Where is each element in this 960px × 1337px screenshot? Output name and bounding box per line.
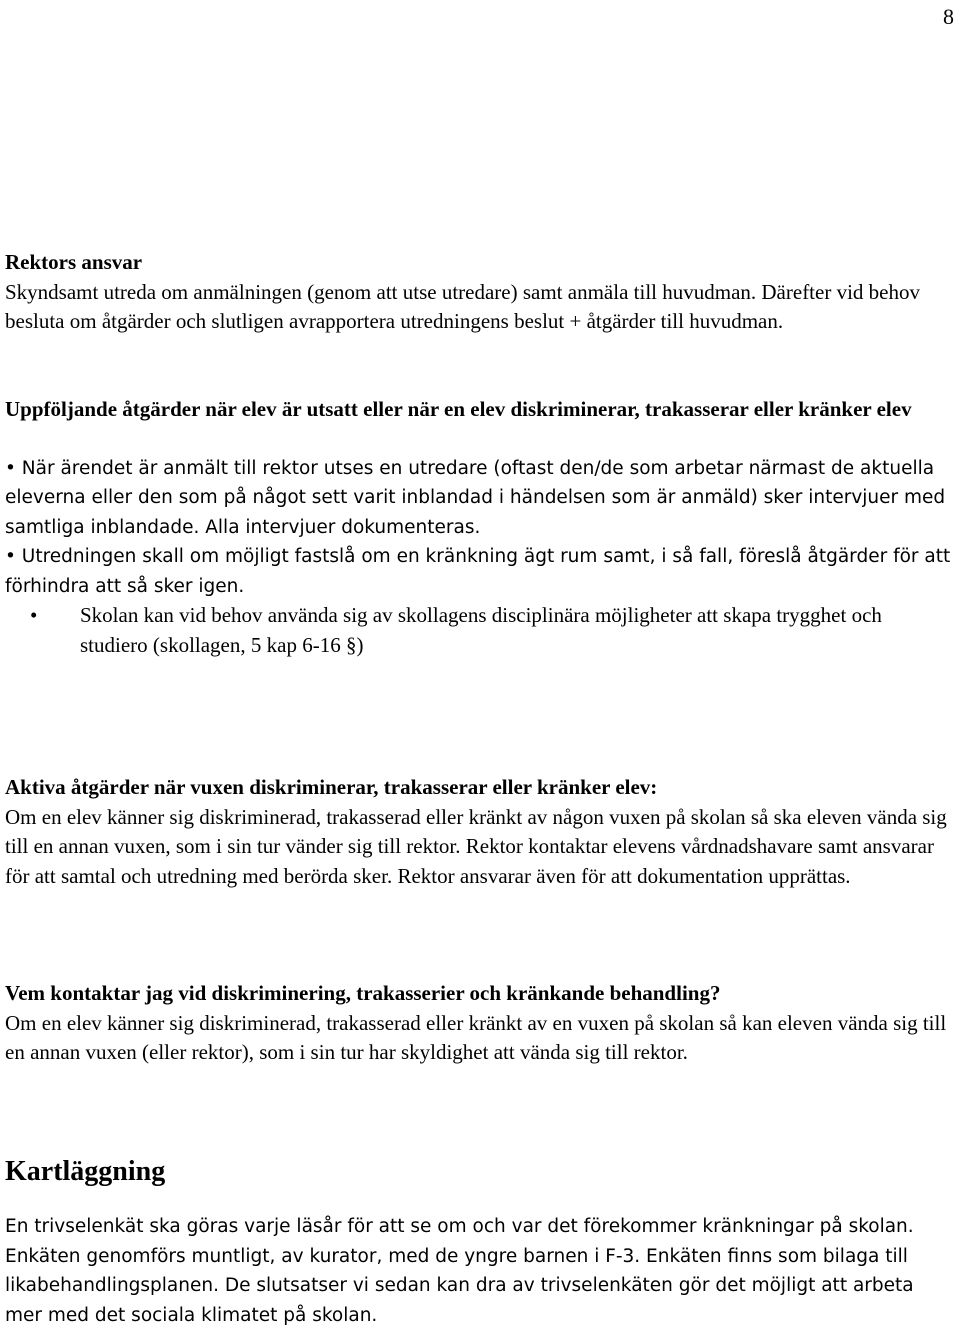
section-heading: Rektors ansvar — [5, 250, 143, 274]
section-heading: Uppföljande åtgärder när elev är utsatt eller när en elev diskriminerar, trakasserar eller kränker elev — [5, 397, 912, 421]
section-kartlaggning — [5, 1154, 952, 1330]
section-aktiva-atgarder — [5, 773, 952, 891]
list-item-text: Skolan kan vid behov använda sig av skollagens disciplinära möjligheter att skapa trygghet och studiero (skollagen, 5 kap 6-16 §) — [80, 603, 882, 657]
section-heading: Vem kontaktar jag vid diskriminering, trakasserier och kränkande behandling? — [5, 981, 721, 1005]
section-paragraph: Om en elev känner sig diskriminerad, trakasserad eller kränkt av en vuxen på skolan så kan eleven vända sig till en annan vuxen (eller rektor), som i sin tur har skyldighet att vända sig till rektor. — [5, 1010, 947, 1064]
section-uppfoljande-atgarder — [5, 395, 952, 660]
list-item — [5, 601, 952, 660]
section-heading: Aktiva åtgärder när vuxen diskriminerar, trakasserar eller kränker elev: — [5, 775, 658, 799]
bullet-paragraph: • Utredningen skall om möjligt fastslå om en kränkning ägt rum samt, i så fall, föreslå åtgärder för att förhindra att så sker igen. — [5, 546, 951, 597]
section-heading: Kartläggning — [5, 1156, 166, 1187]
section-paragraph: Skyndsamt utreda om anmälningen (genom att utse utredare) samt anmäla till huvudman. Därefter vid behov besluta om åtgärder och slutligen avrapportera utredningens beslut + åtgärder till huvudman. — [5, 279, 920, 333]
bullet-paragraph: • När ärendet är anmält till rektor utses en utredare (oftast den/de som arbetar närmast de aktuella eleverna eller den som på något sett varit inblandad i händelsen som är anmäld) sker intervjuer med samtliga inblandade. Alla intervjuer dokumenteras. — [5, 457, 946, 538]
section-rektors-ansvar — [5, 248, 952, 337]
section-paragraph: En trivselenkät ska göras varje läsår för att se om och var det förekommer kränkningar på skolan. Enkäten genomförs muntligt, av kurator, med de yngre barnen i F-3. Enkäten finns som bilaga till likabehandlingsplanen. De slutsatser vi sedan kan dra av trivselenkäten gör det möjligt att arbeta mer med det sociala klimatet på skolan. — [5, 1216, 914, 1326]
page-number: 8 — [943, 4, 954, 29]
bullet-icon: • — [30, 603, 38, 627]
bullet-list — [5, 601, 952, 660]
section-vem-kontaktar — [5, 979, 952, 1068]
section-paragraph: Om en elev känner sig diskriminerad, trakasserad eller kränkt av någon vuxen på skolan så ska eleven vända sig till en annan vuxen, som i sin tur vänder sig till rektor. Rektor kontaktar elevens vårdnadshavare samt ansvarar för att samtal och utredning med berörda sker. Rektor ansvarar även för att dokumentation upprättas. — [5, 804, 947, 888]
